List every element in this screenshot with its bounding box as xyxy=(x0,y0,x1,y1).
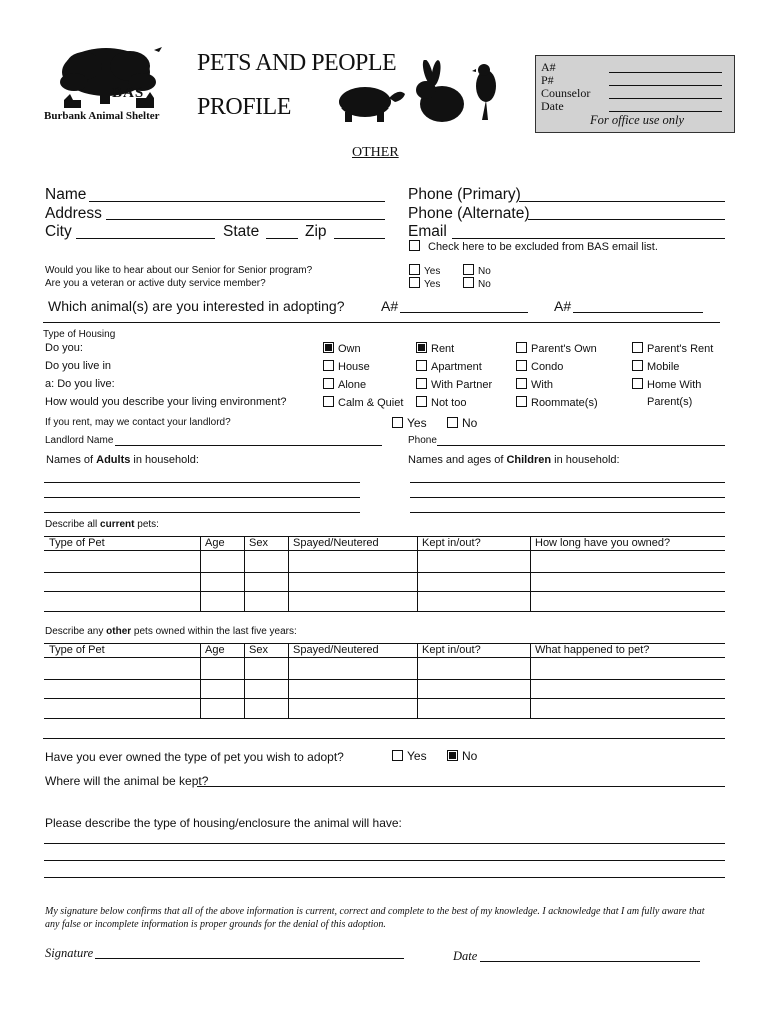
housing-option-label: Roommate(s) xyxy=(531,397,598,409)
adults-line-3[interactable] xyxy=(44,512,360,513)
table-column-divider xyxy=(200,643,201,718)
address-field[interactable] xyxy=(106,219,385,220)
table-column-divider xyxy=(288,643,289,718)
housing-option-label: Alone xyxy=(338,379,367,391)
veteran-no-checkbox[interactable] xyxy=(463,277,474,288)
table-column-divider xyxy=(200,536,201,611)
phone-alternate-field[interactable] xyxy=(528,219,725,220)
housing-option-label: Mobile xyxy=(647,361,680,373)
housing-option-label: Rent xyxy=(431,343,455,355)
housing-option-label: Parent(s) xyxy=(647,396,693,408)
adults-line-2[interactable] xyxy=(44,497,360,498)
veteran-no xyxy=(463,277,491,290)
housing-option-checkbox[interactable] xyxy=(323,342,334,353)
senior-yes-checkbox[interactable] xyxy=(409,264,420,275)
email-optout-label: Check here to be excluded from BAS email list. xyxy=(428,241,658,253)
housing-option-checkbox[interactable] xyxy=(323,378,334,389)
table-column-header: Kept in/out? xyxy=(422,644,481,656)
housing-option xyxy=(416,396,466,409)
email-optout-checkbox[interactable] xyxy=(409,240,420,251)
table-column-divider xyxy=(530,643,531,718)
landlord-name-field[interactable] xyxy=(115,445,382,446)
housing-option xyxy=(632,396,692,408)
zip-field[interactable] xyxy=(334,238,385,239)
housing-option-label: Parent's Rent xyxy=(647,343,714,355)
enclosure-line-3[interactable] xyxy=(44,877,725,878)
housing-option-checkbox[interactable] xyxy=(416,396,427,407)
email-label: Email xyxy=(408,223,447,240)
housing-option xyxy=(516,342,597,355)
date-label: Date xyxy=(453,949,478,963)
tortoise-icon xyxy=(333,82,408,126)
landlord-no-checkbox[interactable] xyxy=(447,417,458,428)
adults-line-1[interactable] xyxy=(44,482,360,483)
table-row[interactable] xyxy=(44,550,725,551)
enclosure-question: Please describe the type of housing/enclosure the animal will have: xyxy=(45,816,402,830)
housing-option-label: Apartment xyxy=(431,361,482,373)
housing-row-label: Do you live in xyxy=(45,360,112,372)
interest-a2-label: A# xyxy=(554,298,572,314)
table-row[interactable] xyxy=(44,657,725,658)
bird-icon xyxy=(472,62,502,122)
table-column-divider xyxy=(530,536,531,611)
senior-no xyxy=(463,264,491,277)
office-use-box xyxy=(535,55,735,133)
office-p-field[interactable] xyxy=(609,85,722,86)
office-a-label: A# xyxy=(541,60,556,74)
housing-option-label: Own xyxy=(338,343,361,355)
housing-row-label: How would you describe your living environment? xyxy=(45,396,287,408)
housing-option xyxy=(323,360,370,373)
city-field[interactable] xyxy=(76,238,215,239)
housing-option-label: Parent's Own xyxy=(531,343,597,355)
phone-primary-label: Phone (Primary) xyxy=(408,186,521,203)
office-a-field[interactable] xyxy=(609,72,722,73)
table-row[interactable] xyxy=(44,572,725,573)
owned-before-yes-label: Yes xyxy=(407,749,427,763)
senior-no-checkbox[interactable] xyxy=(463,264,474,275)
landlord-yes-label: Yes xyxy=(407,416,427,430)
housing-option-checkbox[interactable] xyxy=(632,360,643,371)
landlord-yes-checkbox[interactable] xyxy=(392,417,403,428)
interest-a1-label: A# xyxy=(381,298,399,314)
other-pets-label: Describe any other pets owned within the last five years: xyxy=(45,626,297,637)
table-column-header: Spayed/Neutered xyxy=(293,644,379,656)
owned-before-no xyxy=(447,749,477,763)
table-row[interactable] xyxy=(44,611,725,612)
housing-option xyxy=(516,396,598,409)
office-p-label: P# xyxy=(541,73,554,87)
senior-yes xyxy=(409,264,440,277)
name-label: Name xyxy=(45,186,87,203)
housing-option xyxy=(516,378,553,391)
housing-option xyxy=(632,342,713,355)
housing-option xyxy=(516,360,563,373)
owned-before-question: Have you ever owned the type of pet you wish to adopt? xyxy=(45,750,344,764)
page-title-line2: PROFILE xyxy=(197,94,291,120)
table-column-divider xyxy=(244,536,245,611)
email-optout-row xyxy=(409,240,658,253)
landlord-phone-field[interactable] xyxy=(437,445,725,446)
table-column-header: Type of Pet xyxy=(49,644,105,656)
table-column-header: Age xyxy=(205,644,225,656)
table-column-header: Sex xyxy=(249,537,268,549)
landlord-no xyxy=(447,416,477,430)
housing-option-checkbox[interactable] xyxy=(323,396,334,407)
name-field[interactable] xyxy=(89,201,385,202)
housing-heading: Type of Housing xyxy=(43,329,116,340)
email-field[interactable] xyxy=(452,238,725,239)
housing-option-checkbox[interactable] xyxy=(516,378,527,389)
housing-option xyxy=(323,378,366,391)
housing-option xyxy=(416,342,454,355)
housing-option-label: Not too xyxy=(431,397,467,409)
zip-label: Zip xyxy=(305,223,327,240)
owned-before-yes xyxy=(392,749,427,763)
landlord-phone-label: Phone xyxy=(408,435,437,446)
kept-field[interactable] xyxy=(197,786,725,787)
interest-a1-field[interactable] xyxy=(400,312,528,313)
owned-before-no-checkbox[interactable] xyxy=(447,750,458,761)
housing-option-checkbox[interactable] xyxy=(416,342,427,353)
owned-before-no-label: No xyxy=(462,749,478,763)
housing-option-label: With xyxy=(531,379,553,391)
housing-option-label: Calm & Quiet xyxy=(338,397,404,409)
kept-question: Where will the animal be kept? xyxy=(45,774,209,788)
housing-option xyxy=(632,360,679,373)
rabbit-icon xyxy=(414,60,474,126)
children-line-2[interactable] xyxy=(410,497,725,498)
senior-yes-label: Yes xyxy=(424,266,441,277)
senior-no-label: No xyxy=(478,266,491,277)
section-divider xyxy=(43,322,720,323)
housing-option-label: With Partner xyxy=(431,379,493,391)
housing-option-checkbox[interactable] xyxy=(632,378,643,389)
housing-option xyxy=(416,378,492,391)
office-date-field[interactable] xyxy=(609,111,722,112)
table-column-header: Age xyxy=(205,537,225,549)
senior-question: Would you like to hear about our Senior for Senior program? xyxy=(45,265,313,276)
office-counselor-label: Counselor xyxy=(541,86,591,100)
veteran-yes xyxy=(409,277,440,290)
section-divider-2 xyxy=(43,738,725,739)
housing-option-label: Condo xyxy=(531,361,564,373)
table-column-header: Spayed/Neutered xyxy=(293,537,379,549)
veteran-yes-checkbox[interactable] xyxy=(409,277,420,288)
housing-option-checkbox[interactable] xyxy=(416,378,427,389)
phone-primary-field[interactable] xyxy=(519,201,725,202)
signature-label: Signature xyxy=(45,946,94,960)
date-field[interactable] xyxy=(480,961,700,962)
children-line-3[interactable] xyxy=(410,512,725,513)
state-label: State xyxy=(223,223,260,240)
table-row[interactable] xyxy=(44,698,725,699)
office-note: For office use only xyxy=(590,113,685,127)
table-column-header: How long have you owned? xyxy=(535,537,671,549)
disclaimer-text: My signature below confirms that all of the above information is current, correct and complete to the best of my knowledge. I acknowledge that I am fully aware that any false or incomplete information is proper grounds for the denial of this adoption. xyxy=(45,906,705,930)
housing-option-checkbox[interactable] xyxy=(632,342,643,353)
landlord-yes xyxy=(392,416,427,430)
housing-option xyxy=(323,396,403,409)
housing-option-checkbox[interactable] xyxy=(516,360,527,371)
office-date-label: Date xyxy=(541,99,564,113)
housing-option-checkbox[interactable] xyxy=(416,360,427,371)
housing-option xyxy=(323,342,361,355)
table-column-divider xyxy=(244,643,245,718)
owned-before-yes-checkbox[interactable] xyxy=(392,750,403,761)
table-column-header: Sex xyxy=(249,644,268,656)
page-title-line1: PETS AND PEOPLE xyxy=(197,50,397,76)
enclosure-line-1[interactable] xyxy=(44,843,725,844)
children-line-1[interactable] xyxy=(410,482,725,483)
address-label: Address xyxy=(45,205,102,222)
table-column-header: What happened to pet? xyxy=(535,644,650,656)
table-row[interactable] xyxy=(44,679,725,680)
city-label: City xyxy=(45,223,72,240)
housing-option-checkbox[interactable] xyxy=(323,360,334,371)
table-column-header: Kept in/out? xyxy=(422,537,481,549)
office-counselor-field[interactable] xyxy=(609,98,722,99)
adults-label: Names of Adults in household: xyxy=(46,454,199,466)
table-column-divider xyxy=(417,643,418,718)
state-field[interactable] xyxy=(266,238,298,239)
housing-option-checkbox[interactable] xyxy=(516,342,527,353)
bas-logo xyxy=(44,42,174,124)
interest-question: Which animal(s) are you interested in adopting? xyxy=(48,298,345,314)
table-row[interactable] xyxy=(44,718,725,719)
enclosure-line-2[interactable] xyxy=(44,860,725,861)
children-label: Names and ages of Children in household: xyxy=(408,454,620,466)
table-column-divider xyxy=(288,536,289,611)
signature-field[interactable] xyxy=(95,958,404,959)
landlord-question: If you rent, may we contact your landlord? xyxy=(45,417,231,428)
housing-option-checkbox[interactable] xyxy=(516,396,527,407)
housing-option xyxy=(416,360,482,373)
logo-name: Burbank Animal Shelter xyxy=(44,110,160,122)
interest-a2-field[interactable] xyxy=(573,312,703,313)
veteran-yes-label: Yes xyxy=(424,279,441,290)
housing-option-label: Home With xyxy=(647,379,702,391)
housing-option-label: House xyxy=(338,361,370,373)
table-row[interactable] xyxy=(44,591,725,592)
housing-row-label: Do you: xyxy=(45,342,83,354)
form-type-label: OTHER xyxy=(352,145,399,160)
logo-abbr: BAS xyxy=(112,85,145,101)
table-column-divider xyxy=(417,536,418,611)
housing-row-label: a: Do you live: xyxy=(45,378,115,390)
landlord-name-label: Landlord Name xyxy=(45,435,114,446)
housing-option xyxy=(632,378,701,391)
current-pets-label: Describe all current pets: xyxy=(45,519,159,530)
phone-alternate-label: Phone (Alternate) xyxy=(408,205,530,222)
veteran-question: Are you a veteran or active duty service member? xyxy=(45,278,266,289)
veteran-no-label: No xyxy=(478,279,491,290)
landlord-no-label: No xyxy=(462,416,478,430)
table-column-header: Type of Pet xyxy=(49,537,105,549)
